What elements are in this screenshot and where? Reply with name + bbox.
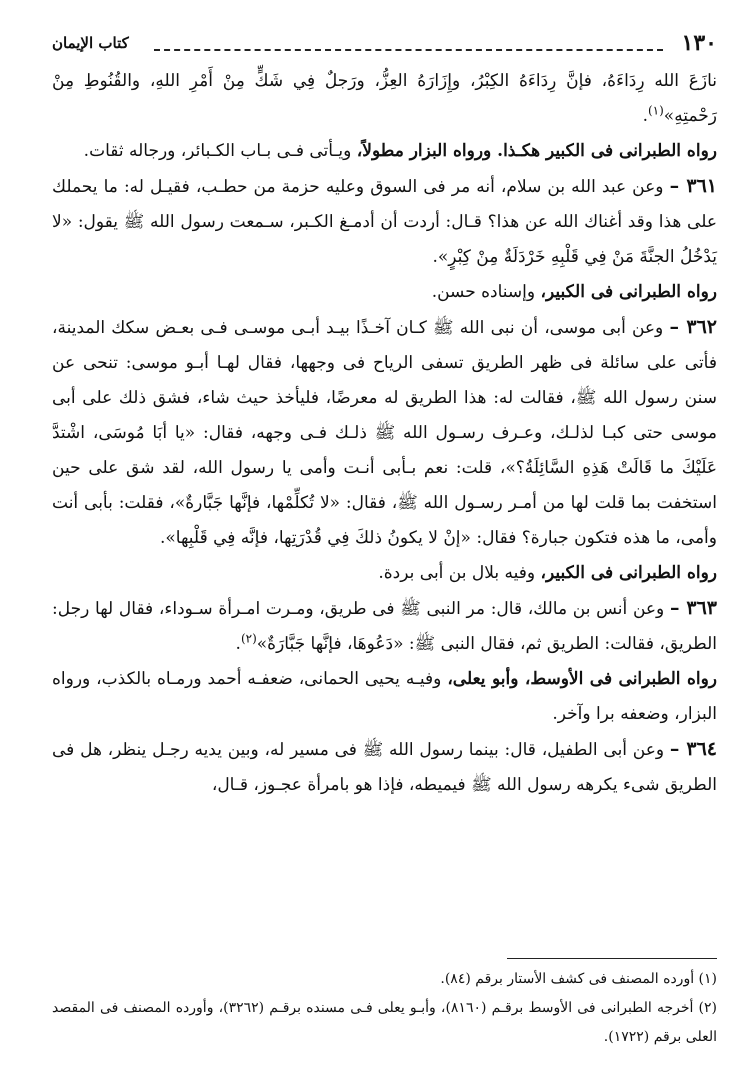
source-bold: رواه الطبرانى فى الكبير، bbox=[540, 282, 717, 302]
source-note bbox=[52, 662, 717, 732]
book-title: كتاب الإيمان bbox=[52, 34, 129, 52]
source-rest: وإسناده حسن. bbox=[431, 282, 541, 302]
source-bold: رواه الطبرانى فى الكبير هكـذا. ورواه البزار مطولاً، bbox=[356, 141, 717, 161]
hadith-text: ، قلت: نعم بـأبى أنـت وأمى يا رسول الله، لقد شق على حين استخفت بما قلت لها من أمـر رسـول الله ﷺ، فقال: bbox=[52, 458, 717, 513]
hadith-quote: «إنْ لا يكونُ ذلكَ فِي قُدْرَتِها، فإنَّه فِي قَلْبِها». bbox=[159, 528, 471, 548]
footnote-2: (٢) أخرجه الطبرانى فى الأوسط برقـم (٨١٦٠)، وأبـو يعلى فـى مسنده برقـم (٣٢٦٢)، وأورده المصنف فى المقصد العلى برقم (١٧٢٢). bbox=[52, 1000, 717, 1045]
header-divider bbox=[154, 49, 663, 51]
footnote-ref-1: (١) bbox=[647, 103, 664, 118]
hadith-number: ٣٦٢ – bbox=[669, 316, 717, 338]
hadith-361 bbox=[52, 169, 717, 275]
hadith-number: ٣٦٤ – bbox=[669, 738, 717, 760]
hadith-text: وعن أبى موسى، أن نبى الله ﷺ كـان آخـذًا بيـد أبـى موسـى فـى بعـض سكك المدينة، فأتى على سائلة فى ظهر الطريق تسفى الرياح فى وجهها، فقال لهـا أبـو موسى: تنحى عن سنن رسول الله ﷺ، فقالت له: هذا الطريق له معرضًا، فليأخذ حيث شاء، فشق ذلك على أبى موسى حتى كبـا لذلـك، وعـرف رسـول الله ﷺ ذلـك فـى وجهه، فقال: bbox=[52, 318, 718, 443]
footnote-1: (١) أورده المصنف فى كشف الأستار برقم (٨٤). bbox=[440, 971, 717, 987]
page bbox=[52, 28, 717, 803]
page-body bbox=[52, 64, 717, 803]
source-note bbox=[52, 134, 717, 169]
page-number: ١٣٠ bbox=[681, 30, 717, 56]
hadith-363 bbox=[52, 591, 717, 662]
punctuation: . bbox=[235, 634, 241, 654]
paragraph-continued-hadith bbox=[52, 64, 717, 134]
source-bold: رواه الطبرانى فى الكبير، bbox=[540, 563, 717, 583]
hadith-text: وعن أنس بن مالك، قال: مر النبى ﷺ فى طريق، ومـرت امـرأة سـوداء، فقال لها رجل: الطريق، فقالت: الطريق ثم، فقال النبى ﷺ: bbox=[52, 599, 717, 654]
source-bold: رواه الطبرانى فى الأوسط، وأبو يعلى، bbox=[447, 669, 718, 689]
punctuation: . bbox=[642, 106, 648, 126]
hadith-quote: «يا أبَا مُوسَى، اشْتدَّ عَلَيْكَ ما قَالَتْ هَذِهِ السَّائِلَةُ؟» bbox=[52, 423, 717, 478]
quote-continuation: نازَعَ الله رِدَاءَهُ، فإنَّ رِدَاءَهُ الكِبْرُ، وإِزَارَهُ العِزُّ، ورَجلٌ فِي شَكٍّ مِنْ أَمْرِ اللهِ، والقُنُوطِ مِنْ رَحْمتِهِ» bbox=[52, 71, 717, 126]
hadith-number: ٣٦٣ – bbox=[669, 597, 717, 619]
source-rest: ويـأتى فـى بـاب الكـبائر، ورجاله ثقات. bbox=[83, 141, 357, 161]
hadith-text: وعن عبد الله بن سلام، أنه مر فى السوق وعليه حزمة من حطـب، فقيـل له: ما يحملك على هذا وقد أغناك الله عن هذا؟ قـال: أردت أن أدمـغ الكـبر، سـمعت رسول الله ﷺ يقول: bbox=[52, 177, 717, 232]
source-note bbox=[52, 275, 717, 310]
footnotes bbox=[52, 958, 717, 1052]
hadith-quote: «لا يَدْخُلُ الجنَّةَ مَنْ فِي قَلْبِهِ خَرْدَلَةٌ مِنْ كِبْرٍ». bbox=[52, 212, 717, 267]
hadith-text: ، فقلت: بأبى أنت وأمى، ما هذه فتكون جبارة؟ فقال: bbox=[52, 493, 717, 548]
hadith-364 bbox=[52, 732, 717, 803]
hadith-text: وعن أبى الطفيل، قال: بينما رسول الله ﷺ فى مسير له، وبين يديه رجـل ينظر، هل فى الطريق شىء يكرهه رسول الله ﷺ فيميطه، فإذا هو بامرأة عجـوز، قـال، bbox=[52, 740, 717, 795]
source-rest: وفيه بلال بن أبى بردة. bbox=[378, 563, 541, 583]
source-rest: وفيـه يحيى الحمانى، ضعفـه أحمد ورمـاه بالكذب، ورواه البزار، وضعفه برا وآخر. bbox=[52, 669, 717, 724]
footnote-divider bbox=[507, 958, 717, 959]
footnote-ref-2: (٢) bbox=[240, 631, 257, 646]
hadith-number: ٣٦١ – bbox=[669, 175, 718, 197]
hadith-quote: «لا تُكلِّمْها، فإنَّها جَبَّارةٌ» bbox=[174, 493, 341, 513]
page-header bbox=[52, 28, 717, 64]
source-note bbox=[52, 556, 717, 591]
hadith-362 bbox=[52, 310, 717, 556]
hadith-quote: «دَعُوهَا، فإنَّها جَبَّارَةٌ» bbox=[256, 634, 404, 654]
